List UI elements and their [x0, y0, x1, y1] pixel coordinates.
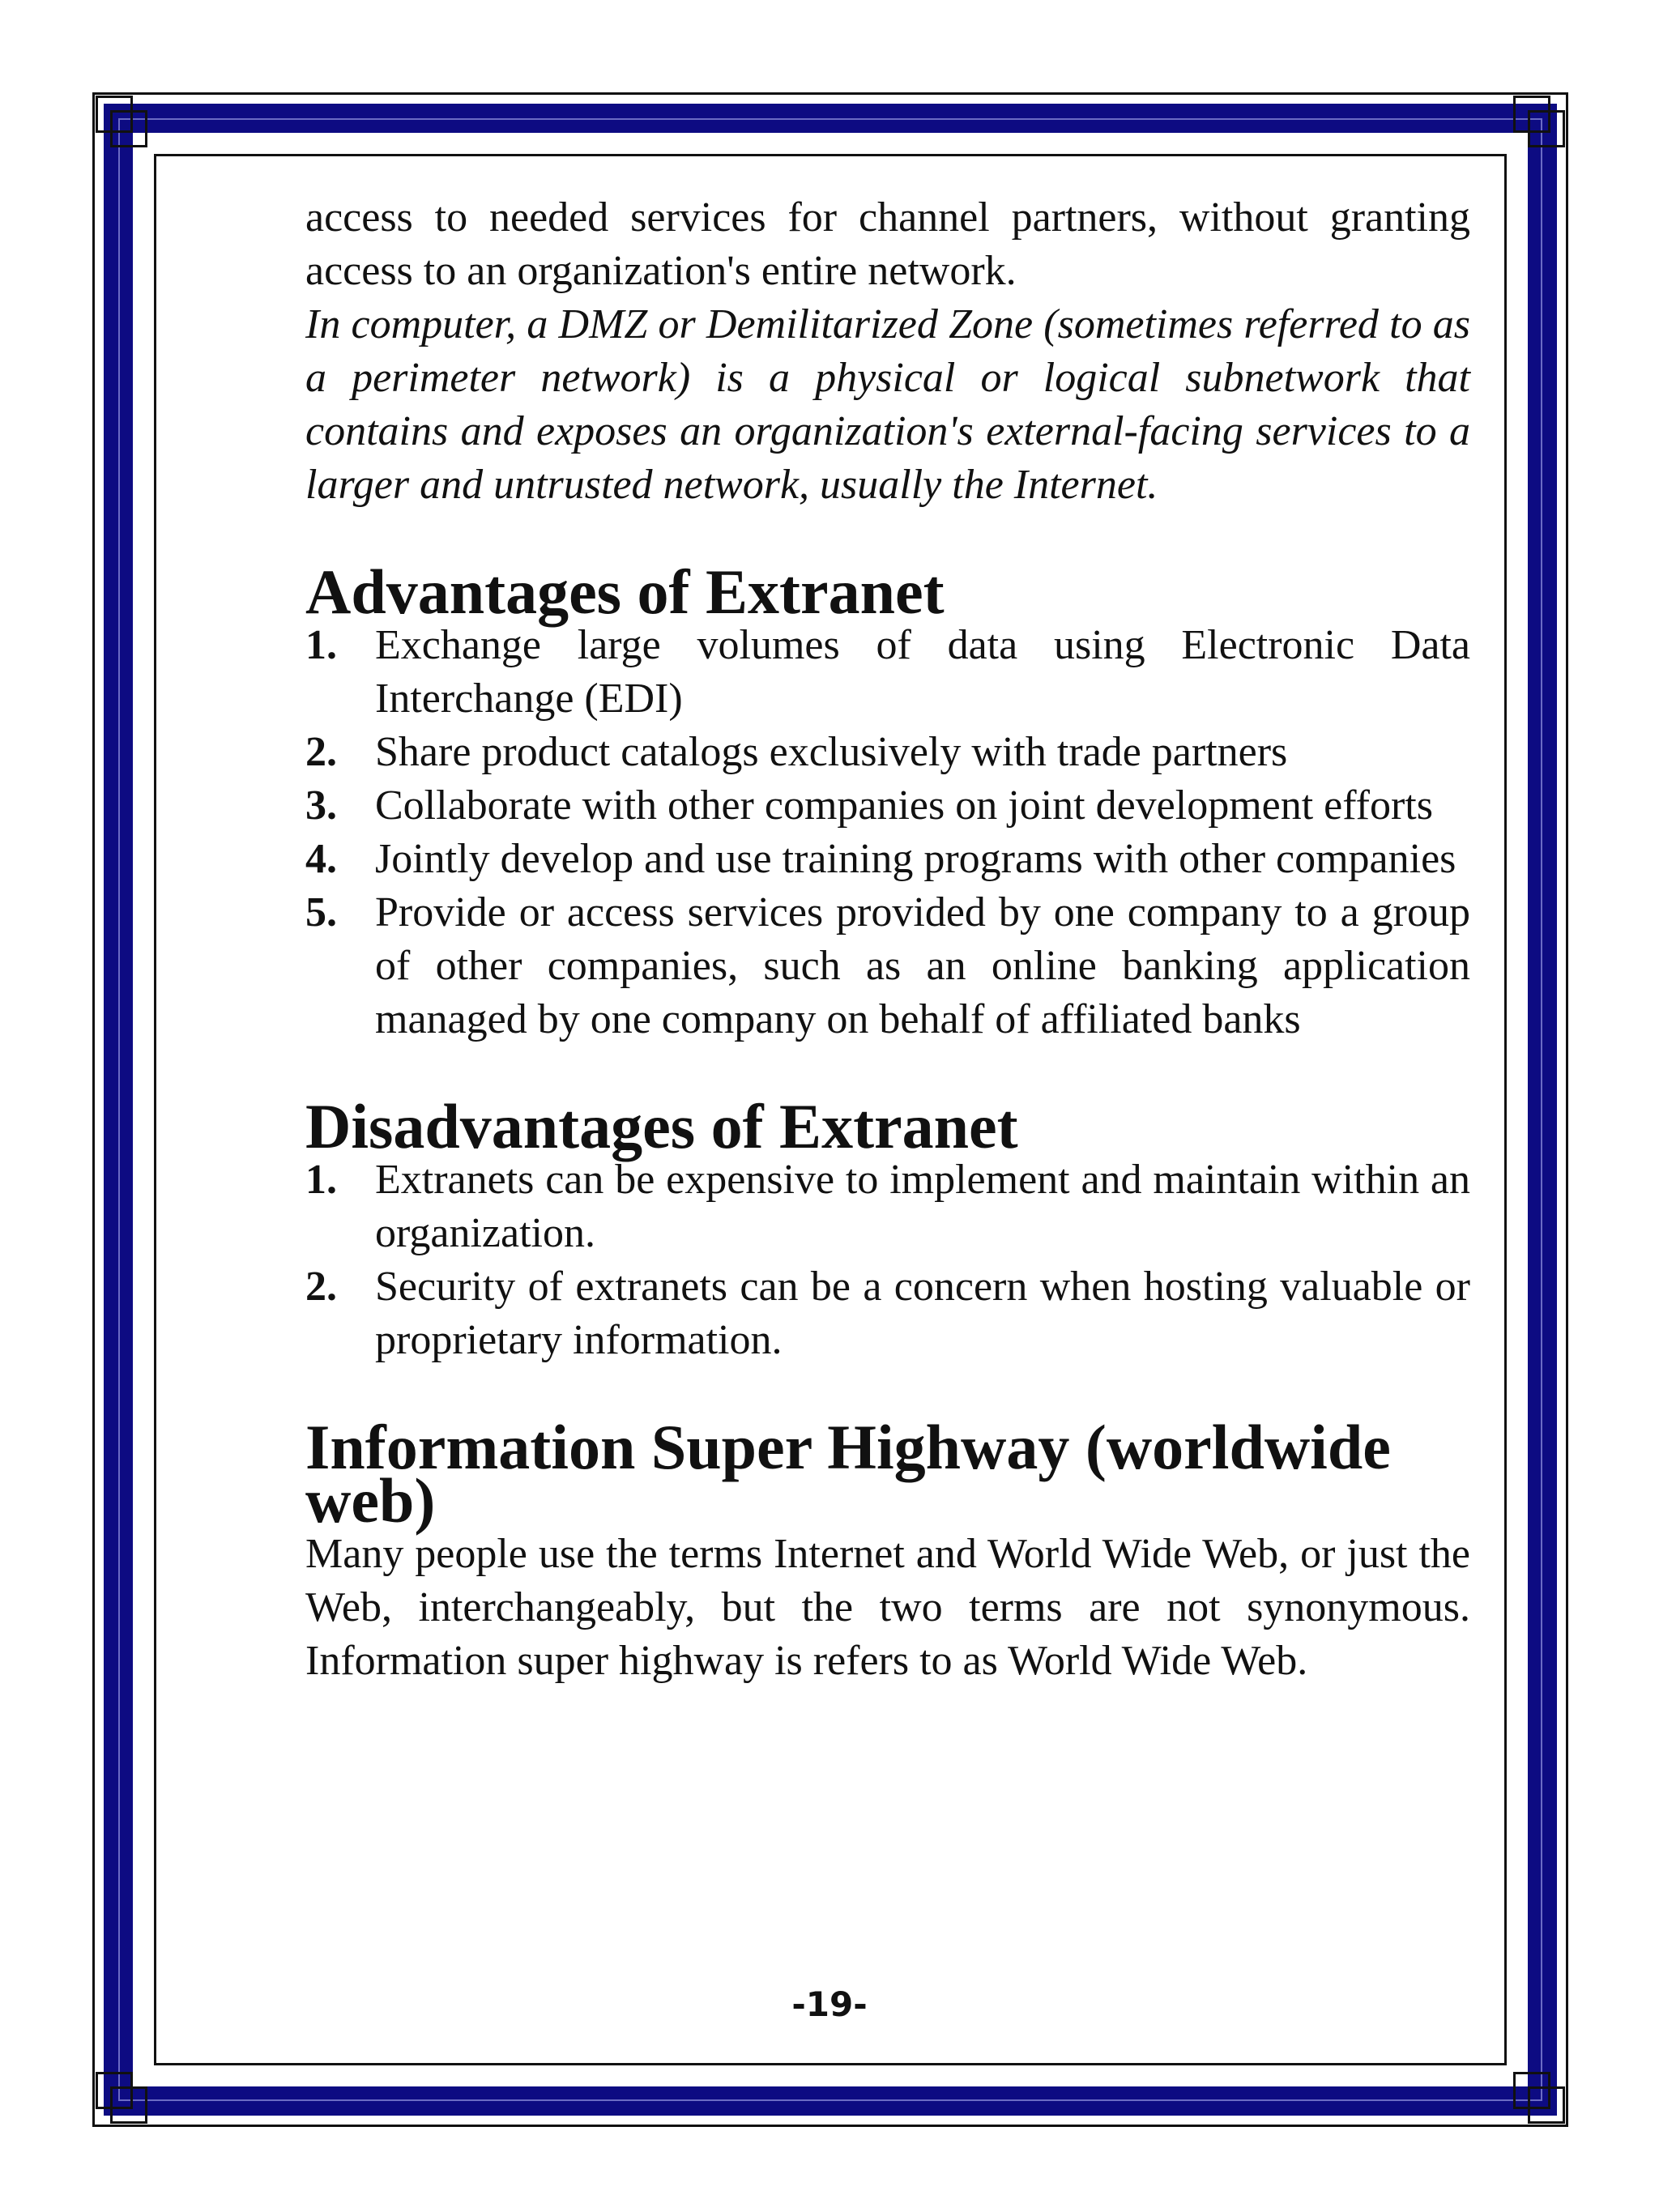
border-corner-bottom-left — [96, 2072, 147, 2124]
intro-paragraph: access to needed services for channel partners, without granting access to an organization's entire network. — [305, 194, 1470, 294]
item-text: Provide or access services provided by one company to a group of other companies, such as an online banking application managed by one company on behalf of affiliated banks — [375, 889, 1470, 1042]
dmz-paragraph: In computer, a DMZ or Demilitarized Zone (sometimes referred to as a perimeter network) is a physical or logical subnetwork that contains and exposes an organization's external-facing services to a larger and untrusted network, usually the Internet. — [305, 301, 1470, 508]
list-item — [305, 886, 1470, 1046]
item-number: 2. — [305, 1264, 337, 1310]
item-number: 4. — [305, 836, 337, 882]
disadvantages-heading: Disadvantages of Extranet — [305, 1091, 1018, 1161]
list-item — [305, 726, 1470, 779]
list-item — [305, 779, 1470, 833]
page-number: -19- — [791, 1984, 868, 2024]
item-number: 1. — [305, 622, 337, 668]
item-number: 5. — [305, 889, 337, 936]
advantages-list — [305, 619, 1470, 1046]
border-corner-bottom-right — [1513, 2072, 1565, 2124]
www-paragraph: Many people use the terms Internet and World Wide Web, or just the Web, interchangeably, but the two terms are not synonymous. Information super highway is refers to as World Wide Web. — [305, 1531, 1470, 1684]
item-number: 2. — [305, 729, 337, 775]
www-heading: Information Super Highway (worldwide web) — [305, 1412, 1391, 1536]
item-text: Collaborate with other companies on joint development efforts — [375, 782, 1433, 829]
list-item — [305, 619, 1470, 726]
list-item — [305, 1260, 1470, 1367]
advantages-heading: Advantages of Extranet — [305, 556, 945, 627]
list-item — [305, 833, 1470, 886]
disadvantages-list — [305, 1153, 1470, 1367]
border-corner-top-right — [1513, 96, 1565, 147]
border-corner-top-left — [96, 96, 147, 147]
page-content — [305, 191, 1470, 1688]
list-item — [305, 1153, 1470, 1260]
item-text: Jointly develop and use training programs with other companies — [375, 836, 1456, 882]
item-text: Extranets can be expensive to implement and maintain within an organization. — [375, 1157, 1470, 1256]
item-text: Share product catalogs exclusively with trade partners — [375, 729, 1288, 775]
item-text: Security of extranets can be a concern when hosting valuable or proprietary information. — [375, 1264, 1470, 1363]
item-text: Exchange large volumes of data using Electronic Data Interchange (EDI) — [375, 622, 1470, 722]
item-number: 3. — [305, 782, 337, 829]
item-number: 1. — [305, 1157, 337, 1203]
